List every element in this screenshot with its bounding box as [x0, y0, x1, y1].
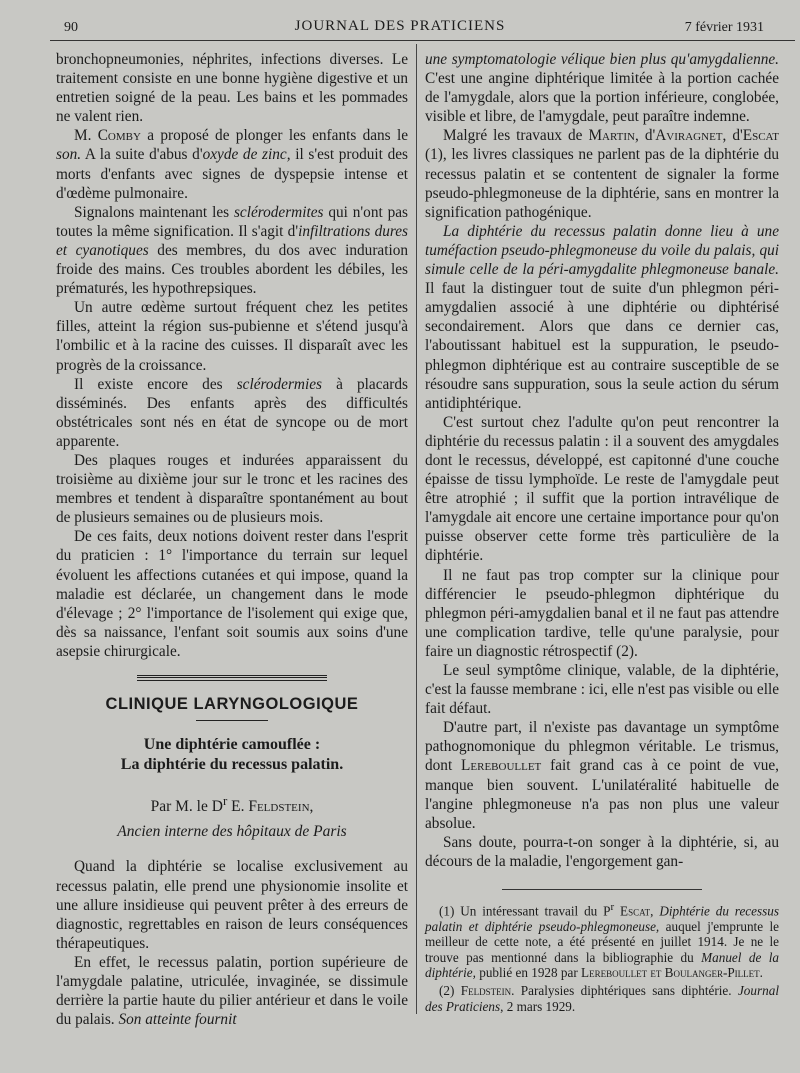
- footnote-rule: [502, 889, 702, 890]
- column-divider: [416, 44, 417, 1014]
- paragraph: Il ne faut pas trop compter sur la clinique pour différencier le pseudo-phlegmon diphtérique du phlegmon péri-amygdalien banal et il ne faut pas attendre une complication tardive, telle qu'une paralysie, pour faire un diagnostic rétrospectif (2).: [425, 566, 779, 660]
- paragraph: Malgré les travaux de Martin, d'Aviragnet, d'Escat (1), les livres classiques ne parlent pas de la diphtérie du recessus palatin et se contentent de signaler la forme pseudo-phlegmoneuse de la diphtérie, sans en montrer la signification pathogénique.: [425, 127, 779, 221]
- page-number: 90: [64, 20, 78, 35]
- section-rule-short: [196, 720, 268, 721]
- section-title: CLINIQUE LARYNGOLOGIQUE: [105, 695, 359, 713]
- paragraph: Quand la diphtérie se localise exclusivement au recessus palatin, elle prend une physionomie insolite et une allure insidieuse qui peuvent prêter à des erreurs de diagnostic, regrettables en raison de leurs conséquences thérapeutiques.: [56, 858, 408, 952]
- paragraph: Sans doute, pourra-t-on songer à la diphtérie, si, au décours de la maladie, l'engorgement gan-: [425, 833, 779, 870]
- author-name: M. Comby: [74, 127, 141, 145]
- section-rule: [137, 675, 327, 681]
- paragraph: La diphtérie du recessus palatin donne lieu à une tuméfaction pseudo-phlegmoneuse du voile du palais, qui simule celle de la péri-amygdalite phlegmoneuse banale. Il faut la distinguer tout de suite d'un phlegmon péri-amygdalien associé à une diphtérie ou diphtérisé secondairement. Alors que dans ce dernier cas, l'aboutissant habituel est la suppuration, le pseudo-phlegmon diphtérique est au contraire susceptible de se résoudre sans suppuration, sous la seule action du sérum antidiphtérique.: [425, 222, 779, 412]
- footnote: (2) Feldstein. Paralysies diphtériques sans diphtérie. Journal des Praticiens, 2 mars 1929.: [425, 983, 779, 1014]
- paragraph: Il existe encore des sclérodermies à placards disséminés. Des enfants après des difficultés obstétricales sont nés en état de syncope ou de mort apparente.: [56, 375, 408, 450]
- paragraph: D'autre part, il n'existe pas davantage un symptôme pathognomonique du phlegmon véritable. Le trismus, dont Lereboullet fait grand cas à ce point de vue, manque bien souvent. L'unilatéralité habituelle de l'angine phlegmoneuse n'a pas non plus une valeur absolue.: [425, 719, 779, 832]
- running-header: [0, 14, 800, 40]
- paragraph: Signalons maintenant les sclérodermites qui n'ont pas toutes la même signification. Il s'agit d'infiltrations dures et cyanotiques des membres, du dos avec induration froide des mains. Ces troubles abordent les débiles, les prématurés, les hypothrepsiques.: [56, 203, 409, 298]
- article-byline: Par M. le $D^r$ E. Feldstein,: [150, 793, 314, 816]
- footnote: (1) Un intéressant travail du $P^r$ Escat, Diphtérie du recessus palatin et diphtérie pseudo-phlegmoneuse, auquel j'emprunte le meilleur de cette note, a été présenté en juillet 1914. Je ne le trouve pas mentionné dans la bibliographie du Manuel de la diphtérie, publié en 1928 par Lereboullet et Boulanger-Pillet.: [425, 901, 779, 981]
- paragraph: En effet, le recessus palatin, portion supérieure de l'amygdale palatine, utriculée, invaginée, se dissimule derrière la partie haute du pilier antérieur et dans le voile du palais. Son atteinte fournit: [56, 953, 408, 1029]
- paragraph: C'est surtout chez l'adulte qu'on peut rencontrer la diphtérie du recessus palatin : il a souvent des amygdales dont le recessus, développé, est capitonné d'une couche épaisse de tissu lymphoïde. Le reste de l'amygdale peut être atrophié ; il suffit que la portion intravélique de l'amygdale ait encore une certaine importance pour qu'on puisse observer cette forme très particulière de la diphtérie.: [425, 413, 779, 565]
- right-column: [425, 50, 779, 1014]
- article-title: Une diphtérie camouflée : La diphtérie du recessus palatin.: [120, 736, 344, 774]
- paragraph: bronchopneumonies, néphrites, infections diverses. Le traitement consiste en une bonne hygiène digestive et un entretien soigné de la peau. Les bains et les pommades ne valent rien.: [56, 51, 408, 126]
- issue-date: 7 février 1931: [684, 20, 764, 35]
- journal-title: JOURNAL DES PRATICIENS: [294, 18, 506, 34]
- paragraph: Un autre œdème surtout fréquent chez les petites filles, atteint la région sus-pubienne et s'étend jusqu'à l'ombilic et à la racine des cuisses. Il disparaît avec les progrès de la croissance.: [56, 299, 408, 374]
- header-rule: [50, 40, 795, 41]
- paragraph: Des plaques rouges et indurées apparaissent du troisième au dixième jour sur le tronc et les racines des membres et tendent à disparaître spontanément au bout de plusieurs semaines ou de plusieurs mois.: [56, 451, 408, 527]
- paragraph: une symptomatologie vélique bien plus qu'amygdalienne. C'est une angine diphtérique limitée à la portion cachée de l'amygdale, alors que la portion inférieure, conglobée, visible et libre, de l'amygdale, peut paraître indemne.: [425, 51, 779, 126]
- paragraph: De ces faits, deux notions doivent rester dans l'esprit du praticien : 1° l'importance du terrain sur lequel évoluent les affections cutanées et qui impose, quand la maladie est déclarée, un changement dans le mode d'élevage ; 2° l'importance de l'isolement qui exige que, dès sa naissance, l'enfant soit soumis aux soins d'une asepsie chirurgicale.: [56, 528, 408, 660]
- left-column: [56, 50, 408, 1029]
- paragraph: M. Comby a proposé de plonger les enfants dans le son. A la suite d'abus d'oxyde de zinc, il s'est produit des morts d'enfants avec signes de dyspepsie intense et d'œdème pulmonaire.: [56, 127, 408, 202]
- author-affiliation: Ancien interne des hôpitaux de Paris: [117, 823, 347, 841]
- paragraph: Le seul symptôme clinique, valable, de la diphtérie, c'est la fausse membrane : ici, elle n'est pas visible ou elle fait défaut.: [425, 662, 779, 718]
